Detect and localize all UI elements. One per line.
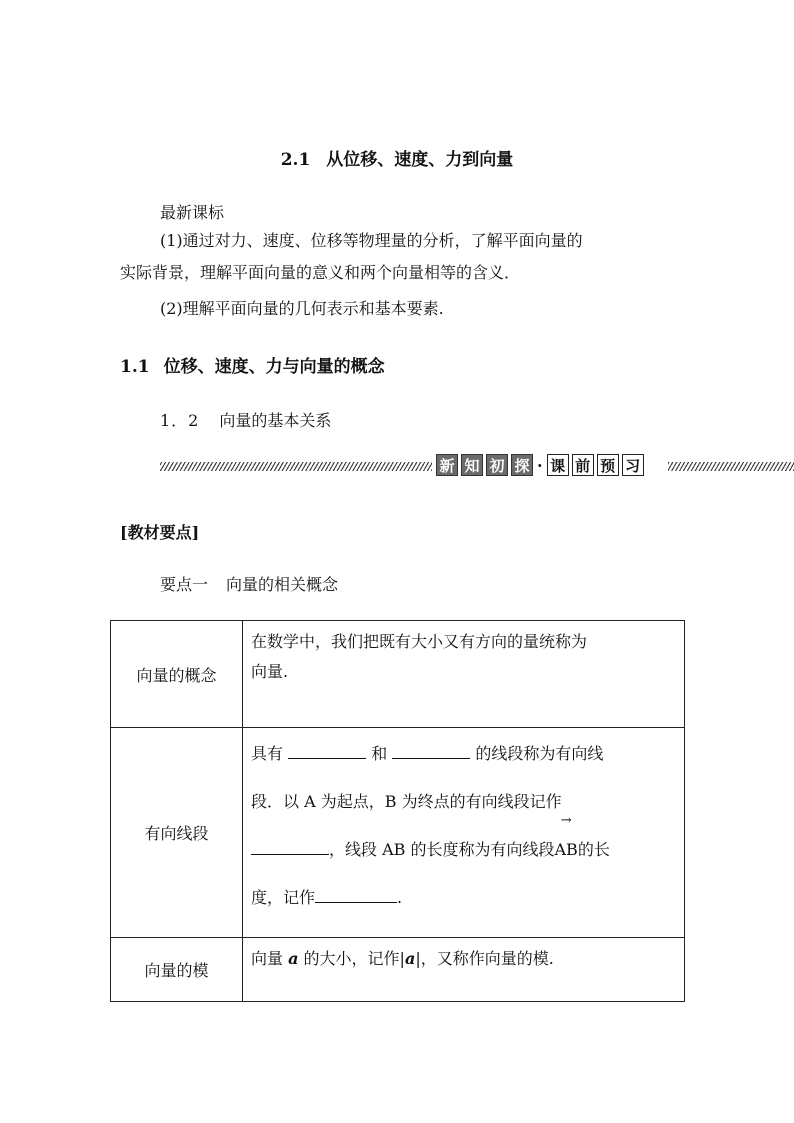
banner-char: 初 — [486, 454, 508, 476]
section-text: 位移、速度、力与向量的概念 — [163, 357, 385, 377]
row2-line2: 段．以 A 为起点，B 为终点的有向线段记作 — [251, 792, 562, 811]
banner-char: 习 — [622, 454, 644, 476]
banner-char: 前 — [572, 454, 594, 476]
standards-item1-line2: 实际背景，理解平面向量的意义和两个向量相等的含义． — [120, 263, 521, 282]
row2-text: 和 — [371, 744, 388, 763]
row2-text: 具有 — [251, 744, 284, 763]
banner-char: 探 — [511, 454, 533, 476]
standards-item1-line1: (1)通过对力、速度、位移等物理量的分析，了解平面向量的 — [160, 231, 583, 250]
banner-char: 知 — [461, 454, 483, 476]
row2-text: 的线段称为有向线 — [475, 744, 604, 763]
vector-arrow-icon: → — [560, 813, 572, 828]
row3-part: 向量 — [251, 949, 289, 968]
row2-text: 的长 — [577, 840, 610, 859]
title-text: 从位移、速度、力到向量 — [326, 150, 514, 170]
standards-item2: (2)理解平面向量的几何表示和基本要素. — [160, 299, 444, 318]
title-number: 2.1 — [280, 150, 311, 170]
fill-blank[interactable] — [392, 740, 470, 759]
vector-label: AB — [554, 840, 578, 859]
fill-blank[interactable] — [315, 884, 397, 903]
banner-separator: · — [537, 455, 543, 475]
row1-line2: 向量. — [251, 662, 289, 681]
banner-char: 预 — [597, 454, 619, 476]
vector-ab — [554, 813, 578, 874]
row2-line1 — [251, 730, 676, 778]
subsection-heading — [160, 408, 331, 431]
subsection-number: 1．2 — [160, 411, 200, 430]
row3-text — [243, 938, 684, 974]
section-number: 1.1 — [120, 357, 150, 377]
row2-line3 — [251, 813, 676, 874]
table-row — [111, 728, 685, 938]
key-point-text: 向量的相关概念 — [226, 575, 339, 594]
row-content — [243, 621, 685, 728]
row2-text: 度，记作 — [251, 888, 316, 907]
table-row — [111, 621, 685, 728]
row-content — [243, 728, 685, 938]
subsection-text: 向量的基本关系 — [219, 411, 332, 430]
concept-table — [110, 620, 685, 1002]
row3-part: |，又称作向量的模. — [415, 949, 554, 968]
banner-char: 课 — [547, 454, 569, 476]
row3-part: 的大小，记作| — [298, 949, 405, 968]
row-name: 向量的模 — [111, 938, 243, 1002]
fill-blank[interactable] — [288, 740, 366, 759]
material-heading: [教材要点] — [120, 523, 200, 542]
banner-hatch-right — [668, 462, 794, 471]
row2-text: ，线段 AB 的长度称为有向线段 — [329, 840, 555, 859]
row2-text: . — [397, 888, 403, 907]
row-name: 有向线段 — [111, 728, 243, 938]
vector-var: a — [404, 949, 416, 968]
banner-hatch-left — [160, 462, 432, 471]
key-point-label: 要点一 — [160, 575, 209, 594]
section-banner — [160, 452, 794, 480]
banner-char: 新 — [436, 454, 458, 476]
key-point-heading — [160, 572, 338, 595]
section-heading — [120, 352, 385, 377]
row-content — [243, 938, 685, 1002]
standards-heading: 最新课标 — [160, 203, 225, 222]
row-name: 向量的概念 — [111, 621, 243, 728]
vector-var: a — [288, 949, 299, 968]
row2-line4 — [251, 874, 676, 922]
fill-blank[interactable] — [251, 836, 329, 855]
row1-line1: 在数学中，我们把既有大小又有方向的量统称为 — [251, 632, 588, 651]
page-title — [0, 145, 794, 170]
banner-boxes — [436, 454, 647, 476]
table-row — [111, 938, 685, 1002]
